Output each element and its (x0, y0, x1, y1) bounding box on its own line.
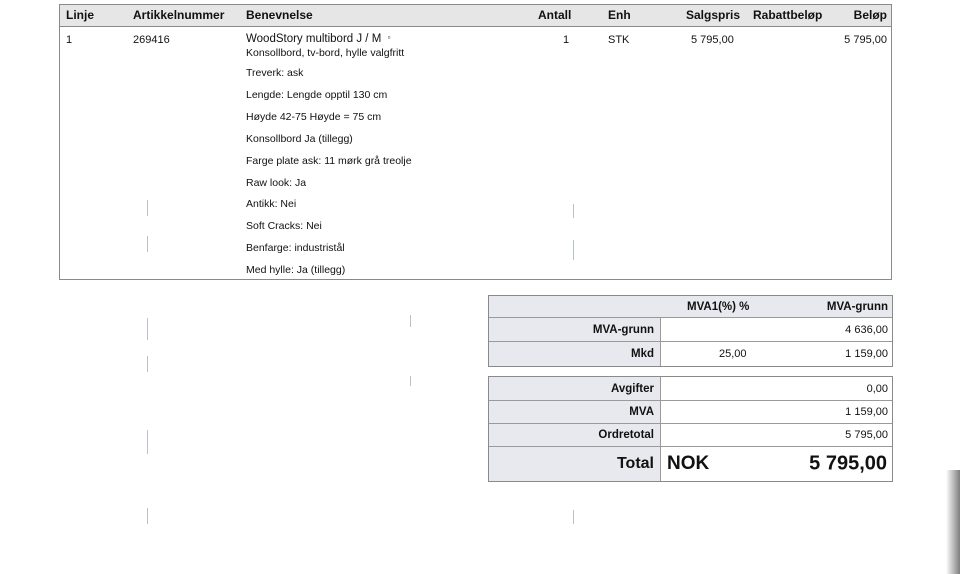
header-benevnelse: Benevnelse (246, 8, 313, 22)
totals-row (489, 377, 892, 401)
vat-header-rate: MVA1(%) % (687, 300, 750, 313)
item-subtitle: Konsollbord, tv-bord, hylle valgfritt (246, 47, 405, 59)
header-linje: Linje (66, 8, 95, 22)
cell-linje: 1 (66, 34, 73, 46)
item-title: WoodStory multibord J / M ▫ (246, 33, 391, 45)
item-attribute: Raw look: Ja (246, 177, 307, 189)
cell-belop: 5 795,00 (844, 34, 887, 46)
scan-mark (147, 318, 148, 340)
table-header-row (60, 5, 891, 27)
scan-mark (147, 508, 148, 524)
totals-table (488, 376, 893, 482)
item-attribute: Treverk: ask (246, 67, 304, 79)
item-attribute: Høyde 42-75 Høyde = 75 cm (246, 111, 382, 123)
vat-header-row (489, 296, 892, 318)
vat-header-base: MVA-grunn (826, 300, 888, 313)
vat-table (488, 295, 893, 367)
header-salgspris: Salgspris (686, 8, 741, 22)
vat-row (489, 318, 892, 342)
square-icon: ▫ (387, 33, 391, 42)
item-attribute: Farge plate ask: 11 mørk grå treolje (246, 155, 412, 167)
vat-row-value: 4 636,00 (845, 323, 888, 336)
scan-mark (147, 430, 148, 454)
totals-row-value: 5 795,00 (845, 429, 888, 441)
vat-row-value: 1 159,00 (845, 348, 888, 360)
totals-row-label: Ordretotal (598, 429, 654, 441)
item-attribute: Soft Cracks: Nei (246, 220, 322, 232)
order-lines-table (59, 4, 892, 280)
header-antall: Antall (538, 8, 572, 22)
item-attribute: Antikk: Nei (246, 198, 297, 210)
scan-mark (573, 510, 574, 524)
cell-salgspris: 5 795,00 (691, 34, 734, 46)
header-artikkelnummer: Artikkelnummer (133, 8, 225, 22)
page-edge-shadow (946, 470, 960, 574)
item-attribute: Lengde: Lengde opptil 130 cm (246, 89, 388, 101)
scan-mark (410, 376, 411, 386)
totals-row-label: Avgifter (610, 382, 654, 395)
vat-row-label: Mkd (631, 348, 654, 360)
scan-mark (410, 315, 411, 327)
grand-total-value: 5 795,00 (809, 452, 887, 475)
totals-row-label: MVA (629, 406, 654, 418)
item-attribute: Benfarge: industristål (246, 242, 345, 254)
vat-row (489, 342, 892, 366)
totals-row-value: 1 159,00 (845, 406, 888, 418)
item-attribute: Med hylle: Ja (tillegg) (246, 264, 346, 276)
cell-enh: STK (608, 34, 630, 46)
cell-antall: 1 (563, 34, 570, 46)
item-attribute: Konsollbord Ja (tillegg) (246, 133, 353, 145)
vat-row-rate: 25,00 (719, 348, 747, 360)
scan-mark (147, 356, 148, 372)
totals-row (489, 424, 892, 447)
grand-total-label: Total (616, 455, 654, 472)
cell-artikkelnummer: 269416 (133, 34, 170, 46)
totals-row (489, 401, 892, 424)
header-belop: Beløp (853, 8, 887, 22)
grand-total-row (489, 447, 892, 481)
grand-total-currency: NOK (667, 453, 710, 474)
totals-row-value: 0,00 (866, 382, 888, 395)
header-rabattbelop: Rabattbeløp (753, 8, 823, 22)
vat-row-label: MVA-grunn (592, 323, 654, 336)
header-enh: Enh (608, 8, 631, 22)
